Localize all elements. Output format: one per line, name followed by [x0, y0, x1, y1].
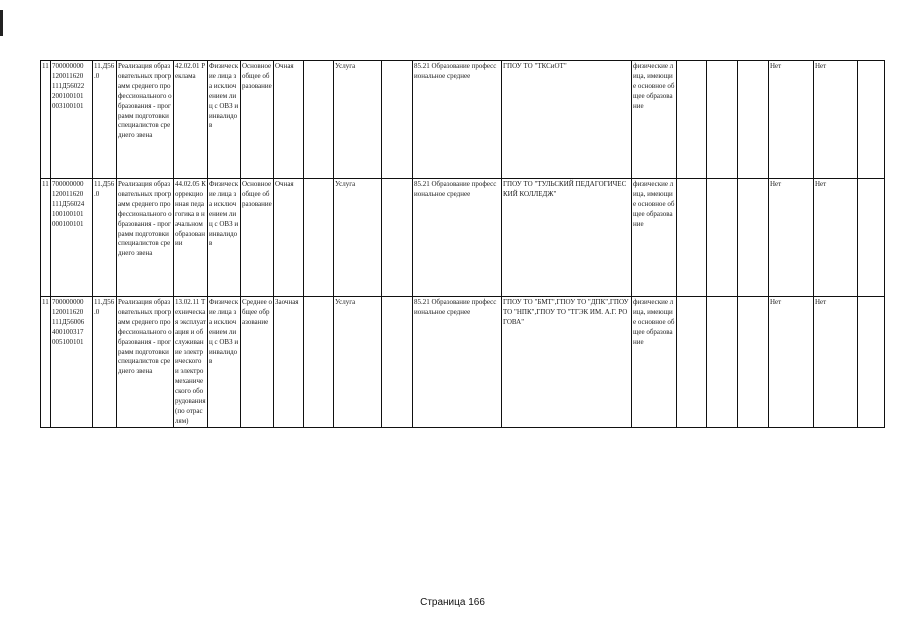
flag-no: Нет — [814, 61, 858, 179]
recipient-category: физические лица, имеющие основное общее образование — [632, 179, 677, 297]
study-form: Очная — [274, 179, 304, 297]
flag-no: Нет — [814, 297, 858, 428]
base-education: Основное общее образование — [241, 179, 274, 297]
table-row — [41, 297, 885, 428]
registry-code: 700000000 120011620 111Д56024 100100101 000100101 — [51, 179, 93, 297]
empty-cell — [382, 297, 413, 428]
service-kind: Услуга — [334, 61, 382, 179]
page-number: Страница 166 — [420, 597, 485, 608]
okved-code: 85.21 Образование профессиональное среднее — [413, 61, 502, 179]
provider-org: ГПОУ ТО "ТКСиОТ" — [502, 61, 632, 179]
flag-no: Нет — [814, 179, 858, 297]
row-number: 11 — [41, 179, 51, 297]
empty-cell — [707, 61, 738, 179]
empty-cell — [382, 61, 413, 179]
base-education: Основное общее образование — [241, 61, 274, 179]
provider-org: ГПОУ ТО "БМТ",ГПОУ ТО "ДПК",ГПОУ ТО "НПК",ГПОУ ТО "ТГЭК ИМ. А.Г. РОГОВА" — [502, 297, 632, 428]
empty-cell — [858, 61, 885, 179]
service-ref: 11.Д56 .0 — [93, 297, 117, 428]
service-kind: Услуга — [334, 179, 382, 297]
empty-cell — [382, 179, 413, 297]
okved-code: 85.21 Образование профессиональное среднее — [413, 179, 502, 297]
empty-cell — [707, 179, 738, 297]
registry-table — [40, 60, 885, 428]
empty-cell — [677, 61, 707, 179]
recipient-category: физические лица, имеющие основное общее образование — [632, 61, 677, 179]
table-row — [41, 61, 885, 179]
empty-cell — [738, 61, 769, 179]
okved-code: 85.21 Образование профессиональное среднее — [413, 297, 502, 428]
flag-no: Нет — [769, 61, 814, 179]
empty-cell — [738, 179, 769, 297]
consumer-category: Физические лица за исключением лиц с ОВЗ и инвалидов — [208, 61, 241, 179]
empty-cell — [738, 297, 769, 428]
table-row — [41, 179, 885, 297]
empty-cell — [304, 61, 334, 179]
empty-cell — [707, 297, 738, 428]
empty-cell — [304, 297, 334, 428]
service-ref: 11.Д56 .0 — [93, 179, 117, 297]
consumer-category: Физические лица за исключением лиц с ОВЗ и инвалидов — [208, 179, 241, 297]
registry-code: 700000000 120011620 111Д56006 400100317 005100101 — [51, 297, 93, 428]
study-form: Очная — [274, 61, 304, 179]
flag-no: Нет — [769, 297, 814, 428]
empty-cell — [304, 179, 334, 297]
provider-org: ГПОУ ТО "ТУЛЬСКИЙ ПЕДАГОГИЧЕСКИЙ КОЛЛЕДЖ" — [502, 179, 632, 297]
scan-edge-mark — [0, 10, 3, 36]
service-content: Реализация образовательных программ среднего профессионального образования - программ подготовки специалистов среднего звена — [117, 179, 174, 297]
service-content: Реализация образовательных программ среднего профессионального образования - программ подготовки специалистов среднего звена — [117, 297, 174, 428]
flag-no: Нет — [769, 179, 814, 297]
empty-cell — [858, 179, 885, 297]
registry-code: 700000000 120011620 111Д56022 200100101 003100101 — [51, 61, 93, 179]
service-ref: 11.Д56 .0 — [93, 61, 117, 179]
recipient-category: физические лица, имеющие основное общее образование — [632, 297, 677, 428]
service-content: Реализация образовательных программ среднего профессионального образования - программ подготовки специалистов среднего звена — [117, 61, 174, 179]
consumer-category: Физические лица за исключением лиц с ОВЗ и инвалидов — [208, 297, 241, 428]
specialty: 44.02.05 Коррекционная педагогика в начальном образовании — [174, 179, 208, 297]
empty-cell — [858, 297, 885, 428]
row-number: 11 — [41, 297, 51, 428]
specialty: 13.02.11 Техническая эксплуатация и обслуживание электрического и электромеханического оборудования (по отраслям) — [174, 297, 208, 428]
specialty: 42.02.01 Реклама — [174, 61, 208, 179]
base-education: Среднее общее образование — [241, 297, 274, 428]
row-number: 11 — [41, 61, 51, 179]
service-kind: Услуга — [334, 297, 382, 428]
empty-cell — [677, 179, 707, 297]
empty-cell — [677, 297, 707, 428]
study-form: Заочная — [274, 297, 304, 428]
